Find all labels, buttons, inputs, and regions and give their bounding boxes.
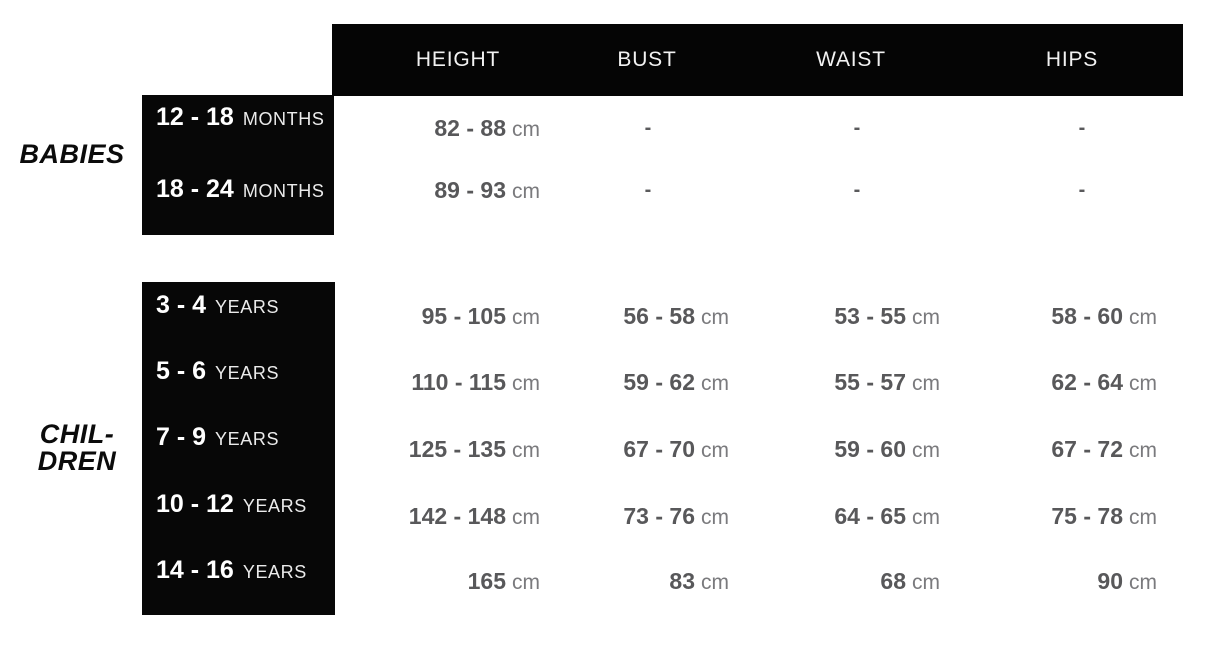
measurement-value: 73 - 76 [623, 503, 695, 529]
unit-label: cm [701, 571, 729, 594]
measurement-value: 165 [467, 568, 506, 594]
unit-label: cm [512, 439, 540, 462]
cell-hips [1051, 368, 1157, 400]
measurement-value: 125 - 135 [408, 436, 506, 462]
age-range: 5 - 6 [156, 357, 207, 385]
cell-hips-empty: - [1078, 179, 1086, 201]
cell-height [411, 368, 540, 400]
measurement-value: 64 - 65 [834, 503, 906, 529]
age-row-12-18-months [156, 104, 324, 134]
unit-label: cm [1129, 506, 1157, 529]
cell-bust [623, 368, 729, 400]
unit-label: cm [912, 571, 940, 594]
measurement-value: 82 - 88 [434, 115, 506, 141]
age-row-7-9-years [156, 424, 279, 454]
column-header-hips: HIPS [1045, 48, 1099, 71]
column-header-height: HEIGHT [415, 48, 501, 71]
age-row-5-6-years [156, 358, 279, 388]
unit-label: cm [701, 372, 729, 395]
cell-waist-empty: - [853, 179, 861, 201]
cell-waist [880, 567, 940, 599]
age-row-10-12-years [156, 491, 307, 521]
measurement-value: 75 - 78 [1051, 503, 1123, 529]
cell-height [468, 567, 540, 599]
measurement-value: 90 [1097, 568, 1123, 594]
unit-label: cm [1129, 306, 1157, 329]
cell-bust [669, 567, 729, 599]
group-label-babies [8, 141, 136, 168]
age-unit-label: YEARS [215, 363, 280, 383]
cell-waist [834, 302, 940, 334]
age-unit-label: MONTHS [242, 181, 325, 201]
age-unit-label: YEARS [215, 429, 280, 449]
cell-height [434, 114, 540, 146]
unit-label: cm [912, 306, 940, 329]
age-range: 10 - 12 [156, 490, 234, 518]
cell-bust-empty: - [644, 179, 652, 201]
cell-bust [623, 435, 729, 467]
measurement-value: 56 - 58 [623, 303, 695, 329]
measurement-value: 55 - 57 [834, 369, 906, 395]
age-range: 7 - 9 [156, 423, 207, 451]
age-row-14-16-years [156, 557, 307, 587]
age-unit-label: YEARS [215, 297, 280, 317]
cell-height [422, 302, 540, 334]
age-row-18-24-months [156, 176, 324, 206]
unit-label: cm [701, 439, 729, 462]
cell-waist [834, 435, 940, 467]
measurement-value: 95 - 105 [421, 303, 506, 329]
cell-hips [1051, 435, 1157, 467]
measurement-value: 67 - 72 [1051, 436, 1123, 462]
age-unit-label: MONTHS [242, 109, 325, 129]
unit-label: cm [701, 506, 729, 529]
measurement-value: 89 - 93 [434, 177, 506, 203]
measurement-value: 62 - 64 [1051, 369, 1123, 395]
unit-label: cm [512, 372, 540, 395]
measurement-value: 142 - 148 [408, 503, 506, 529]
unit-label: cm [1129, 372, 1157, 395]
group-label-line: CHIL- [39, 419, 115, 449]
age-row-3-4-years [156, 292, 279, 322]
cell-hips [1051, 502, 1157, 534]
cell-bust [623, 302, 729, 334]
unit-label: cm [1129, 439, 1157, 462]
age-unit-label: YEARS [242, 562, 307, 582]
unit-label: cm [912, 506, 940, 529]
cell-height [409, 435, 540, 467]
measurement-value: 67 - 70 [623, 436, 695, 462]
group-label-line: BABIES [19, 139, 125, 169]
cell-bust [623, 502, 729, 534]
unit-label: cm [512, 180, 540, 203]
group-label-line: DREN [37, 446, 117, 476]
age-range: 3 - 4 [156, 291, 207, 319]
measurement-value: 59 - 62 [623, 369, 695, 395]
measurement-value: 110 - 115 [411, 369, 506, 395]
cell-waist-empty: - [853, 117, 861, 139]
age-range: 18 - 24 [156, 175, 234, 203]
unit-label: cm [912, 439, 940, 462]
measurement-value: 53 - 55 [834, 303, 906, 329]
cell-height [434, 176, 540, 208]
cell-hips [1051, 302, 1157, 334]
unit-label: cm [912, 372, 940, 395]
age-range: 14 - 16 [156, 556, 234, 584]
group-label-children [18, 421, 136, 475]
measurement-value: 59 - 60 [834, 436, 906, 462]
measurement-value: 58 - 60 [1051, 303, 1123, 329]
measurement-value: 83 [669, 568, 695, 594]
unit-label: cm [1129, 571, 1157, 594]
unit-label: cm [512, 118, 540, 141]
measurement-value: 68 [880, 568, 906, 594]
cell-bust-empty: - [644, 117, 652, 139]
unit-label: cm [701, 306, 729, 329]
cell-height [409, 502, 540, 534]
cell-waist [834, 368, 940, 400]
age-unit-label: YEARS [242, 496, 307, 516]
column-header-bust: BUST [617, 48, 677, 71]
cell-waist [834, 502, 940, 534]
unit-label: cm [512, 306, 540, 329]
column-header-waist: WAIST [816, 48, 886, 71]
unit-label: cm [512, 571, 540, 594]
unit-label: cm [512, 506, 540, 529]
age-range: 12 - 18 [156, 103, 234, 131]
cell-hips-empty: - [1078, 117, 1086, 139]
cell-hips [1097, 567, 1157, 599]
